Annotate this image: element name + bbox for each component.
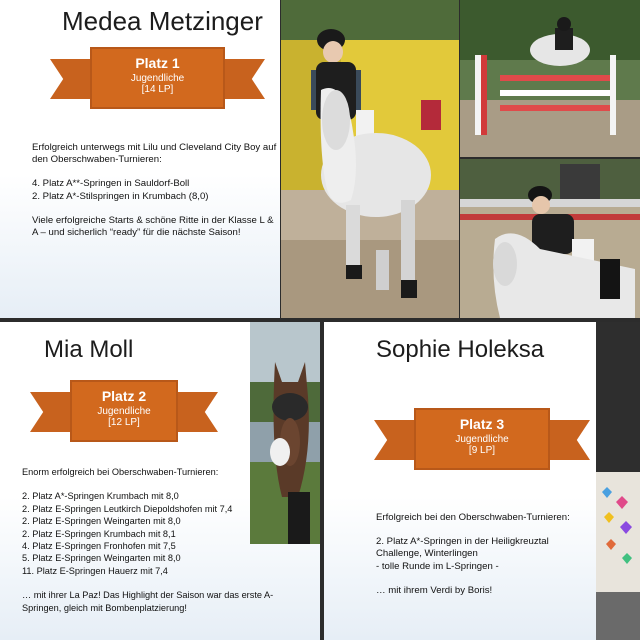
card-text (22, 466, 282, 614)
award-ribbon (374, 408, 590, 472)
photo-horse-head (250, 322, 320, 544)
photo-rider-portrait (460, 159, 640, 318)
intro-text: Enorm erfolgreich bei Oberschwaben-Turnieren: (22, 467, 219, 477)
points-label: [14 LP] (141, 84, 174, 95)
card-text (376, 512, 576, 597)
place-label: Platz 3 (459, 416, 505, 432)
card-medea-metzinger (0, 0, 280, 318)
result-line: 2. Platz A*-Springen in der Heiligkreuztal Challenge, Winterlingen (376, 536, 549, 560)
place-label: Platz 2 (101, 388, 147, 404)
photo-show-jump (460, 0, 640, 157)
result-line: 2. Platz A*-Springen Krumbach mit 8,0 (22, 491, 179, 502)
card-name: Medea Metzinger (62, 6, 263, 36)
result-line: - tolle Runde im L-Springen - (376, 560, 499, 572)
category-label: Jugendliche (130, 73, 185, 84)
ribbon-center (414, 408, 550, 470)
place-label: Platz 1 (135, 55, 180, 71)
card-text (32, 142, 278, 239)
outro-text: … mit ihrem Verdi by Boris! (376, 584, 493, 596)
outro-text: Viele erfolgreiche Starts & schöne Ritte in der Klasse L & A – und sicherlich “ready” für die nächste Saison! (32, 214, 274, 239)
card-name: Sophie Holeksa (376, 336, 545, 363)
award-ribbon (30, 380, 218, 444)
result-line: 2. Platz E-Springen Krumbach mit 8,1 (22, 528, 176, 539)
intro-text: Erfolgreich bei den Oberschwaben-Turnieren: (376, 512, 570, 523)
card-name: Mia Moll (44, 336, 134, 363)
result-line: 4. Platz E-Springen Fronhofen mit 7,5 (22, 541, 176, 552)
result-line: 11. Platz E-Springen Hauerz mit 7,4 (22, 565, 168, 576)
result-line: 2. Platz E-Springen Leutkirch Diepoldshofen mit 7,4 (22, 503, 233, 514)
award-ribbon (50, 47, 265, 111)
points-label: [9 LP] (468, 445, 496, 456)
result-line: 2. Platz A*-Stilspringen in Krumbach (8,0) (32, 190, 209, 202)
category-label: Jugendliche (455, 434, 509, 445)
photo-strip-right (596, 322, 640, 640)
result-line: 4. Platz A**-Springen in Sauldorf-Boll (32, 178, 190, 190)
intro-text: Erfolgreich unterwegs mit Lilu und Cleveland City Boy auf den Oberschwaben-Turnieren: (32, 142, 277, 166)
points-label: [12 LP] (108, 417, 140, 428)
ribbon-center (70, 380, 178, 442)
outro-text: … mit ihrer La Paz! Das Highlight der Saison war das erste A-Springen, gleich mit Bombenplatzierung! (22, 590, 274, 613)
card-sophie-holeksa (324, 322, 596, 640)
photo-rider-grey-horse (281, 0, 459, 318)
category-label: Jugendliche (97, 406, 151, 417)
result-line: 2. Platz E-Springen Weingarten mit 8,0 (22, 516, 181, 527)
ribbon-center (90, 47, 225, 109)
result-line: 5. Platz E-Springen Weingarten mit 8,0 (22, 553, 181, 564)
